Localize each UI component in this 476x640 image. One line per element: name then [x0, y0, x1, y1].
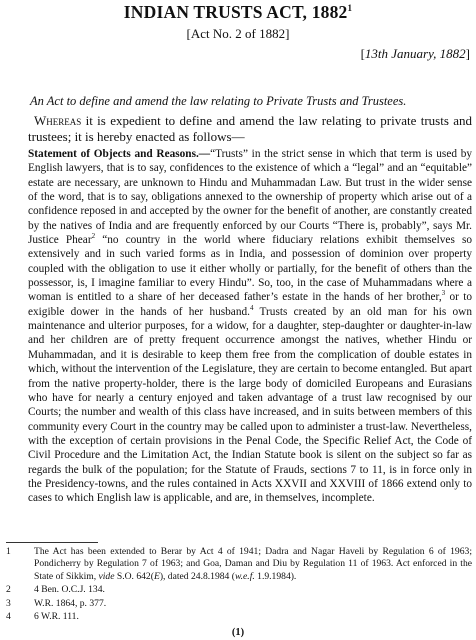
footnote-text-e: E: [153, 570, 160, 582]
page-number: (1): [231, 627, 245, 638]
long-title: An Act to define and amend the law relating to Private Trusts and Trustees.: [30, 94, 407, 108]
act-number: [Act No. 2 of 1882]: [186, 26, 290, 41]
objects-text-4: Trusts created by an old man for his own maintenance and ulterior purposes, for a widow, for a daughter, step-daughter or daughter-in-law and her children are of pretty frequent occurrence amongst the natives, whether Hindu or Muhammadan, and it is desirable to keep them free from the complication of double estates in which, without the intervention of the Legislature, they are certain to become entangled. But apart from the native property-holder, there is the large body of domiciled Europeans and Eurasians who have for nearly a century enjoyed and taken advantage of a trust law recognised by our Courts; the number and wealth of this class have increased, and in suits between members of this community every Court in the country may be called upon to administer a trust-law. Nevertheless, with the exception of certain provisions in the Penal Code, the Specific Relief Act, the Code of Civil Procedure and the Limitation Act, the Indian Statute book is silent on the subject so far as regards the bulk of the population; for the Statute of Frauds, sections 7 to 11, is in force only in the Presidency-towns, and the rules contained in Acts XXVII and XXVIII of 1866 extend only to cases to which English law is applicable, and are, in themselves, incomplete.: [28, 305, 472, 505]
objects-text-3: or to exigible dower in the hands of her husband.: [28, 291, 472, 318]
date-close-bracket: ]: [465, 46, 470, 61]
footnote-text-part: S.O. 642(: [114, 570, 154, 582]
footnote-text-part: 1.9.1984).: [254, 570, 297, 582]
objects-heading: Statement of Objects and Reasons.—: [28, 148, 211, 160]
date-open-bracket: [: [360, 46, 365, 61]
footnote-text-wef: w.e.f.: [234, 570, 255, 582]
footnote-text: 4 Ben. O.C.J. 134.: [34, 584, 105, 596]
footnote-number: 3: [6, 597, 11, 609]
objects-text-1: “Trusts” in the strict sense in which that term is used by English lawyers, that is to say, confidences to the existence of which a “legal” and an “equitable” estate are necessary, are unknown to Hindu and Muhammadan Law. But trust in the wider sense of the word, that is to say, obligations annexed to the ownership of property which arise out of a confidence reposed in and accepted by the owner for the benefit of another, are constantly created by the natives of India and are frequently enforced by our Courts “There is, probably”, says Mr. Justice Phear: [28, 148, 472, 247]
footnote-text: 6 W.R. 111.: [34, 611, 79, 623]
preamble-lead: Whereas: [34, 113, 82, 128]
footnote-ref-3[interactable]: 3: [441, 289, 446, 298]
footnote-text-part: ), dated 24.8.1984 (: [159, 570, 235, 582]
preamble-text: it is expedient to define and amend the law relating to private trusts and trustees; it is hereby enacted as follows—: [28, 113, 472, 144]
footnote-divider: [6, 542, 98, 543]
footnote: [6, 598, 472, 610]
footnote-number: 4: [6, 611, 11, 623]
footnote-text: W.R. 1864, p. 377.: [34, 597, 107, 609]
footnote-ref-4[interactable]: 4: [249, 304, 254, 313]
footnote-text-part: The Act has been extended to Berar by Act 4 of 1941; Dadra and Nagar Haveli by Regulation 6 of 1963; Pondicherry by Regulation 7 of 1963; and Goa, Daman and Diu by Regulation 11 of 1963. Act enforced in the State of Sikkim,: [34, 546, 472, 582]
footnote-text: [34, 546, 472, 583]
footnote-number: 2: [6, 584, 11, 596]
act-title: [0, 2, 476, 23]
footnote-number: 1: [6, 546, 11, 557]
act-title-text: INDIAN TRUSTS ACT, 1882: [123, 2, 348, 22]
footnote: [6, 584, 472, 596]
footnote-ref-2[interactable]: 2: [91, 232, 96, 241]
footnote: [6, 546, 472, 583]
footnote-text-vide: vide: [98, 570, 115, 582]
footnote: [6, 611, 472, 623]
preamble: [28, 113, 472, 145]
title-footnote-ref[interactable]: 1: [347, 3, 353, 14]
date-text: 13th January, 1882: [364, 46, 466, 61]
footnotes: [6, 546, 472, 624]
objects-text-2: “no country in the world where fiduciary relations exhibit themselves so extensively and in such varied forms as in India, and possession of dominion over property coupled with the obligation to use it either wholly or partially, for the benefit of others than the possessor, is, I imagine familiar to every Hindu”. So, too, in the case of Muhammadans where a woman is entitled to a share of her deceased father’s estate in the hands of her brother,: [28, 234, 473, 304]
enactment-date: [361, 46, 470, 62]
objects-and-reasons: [28, 147, 472, 506]
